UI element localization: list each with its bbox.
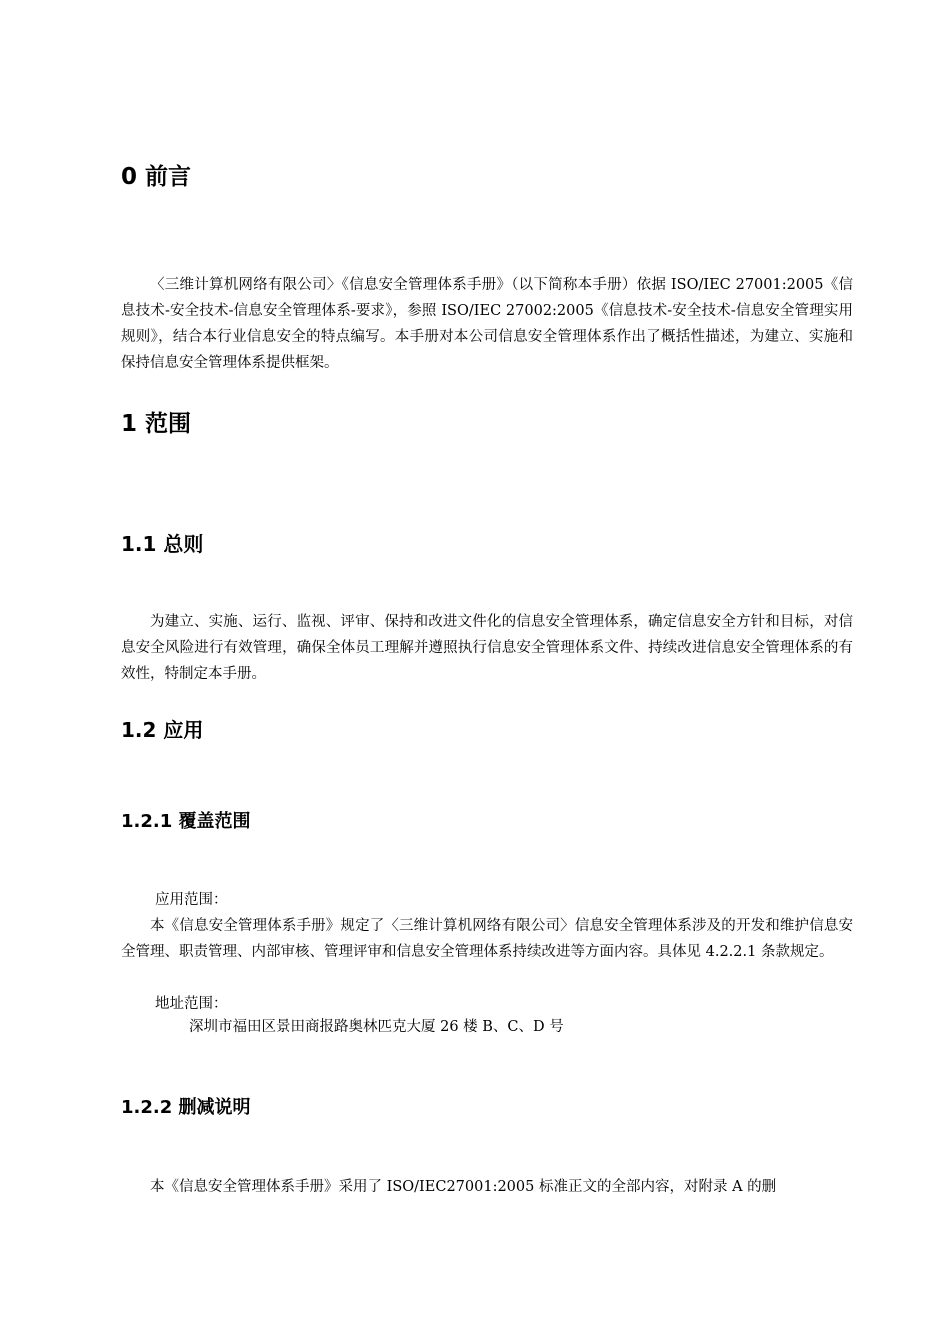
address-value: 深圳市福田区景田商报路奥林匹克大厦 26 楼 B、C、D 号 bbox=[189, 1019, 564, 1035]
heading-coverage: 1.2.1 覆盖范围 bbox=[121, 811, 251, 832]
exclusions-paragraph: 本《信息安全管理体系手册》采用了 ISO/IEC27001:2005 标准正文的全部内容，对附录 A 的删 bbox=[150, 1179, 777, 1195]
general-paragraph: 为建立、实施、运行、监视、评审、保持和改进文件化的信息安全管理体系，确定信息安全方针和目标，对信息安全风险进行有效管理，确保全体员工理解并遵照执行信息安全管理体系文件、持续改进信息安全管理体系的有效性，特制定本手册。 bbox=[121, 614, 853, 682]
heading-general: 1.1 总则 bbox=[121, 532, 204, 556]
heading-preface: 0 前言 bbox=[121, 164, 192, 190]
heading-application: 1.2 应用 bbox=[121, 718, 204, 742]
address-label: 地址范围： bbox=[155, 996, 228, 1012]
heading-scope: 1 范围 bbox=[121, 411, 192, 437]
preface-paragraph: 〈三维计算机网络有限公司〉《信息安全管理体系手册》（以下简称本手册）依据 ISO/IEC 27001:2005《信息技术-安全技术-信息安全管理体系-要求》，参照 ISO/IEC 27002:2005《信息技术-安全技术-信息安全管理实用规则》，结合本行业信息安全的特点编写。本手册对本公司信息安全管理体系作出了概括性描述，为建立、实施和保持信息安全管理体系提供框架。 bbox=[121, 277, 853, 371]
heading-exclusions: 1.2.2 删减说明 bbox=[121, 1097, 251, 1118]
coverage-paragraph: 本《信息安全管理体系手册》规定了〈三维计算机网络有限公司〉信息安全管理体系涉及的开发和维护信息安全管理、职责管理、内部审核、管理评审和信息安全管理体系持续改进等方面内容。具体见 4.2.2.1 条款规定。 bbox=[121, 918, 853, 960]
scope-label: 应用范围： bbox=[155, 892, 228, 908]
